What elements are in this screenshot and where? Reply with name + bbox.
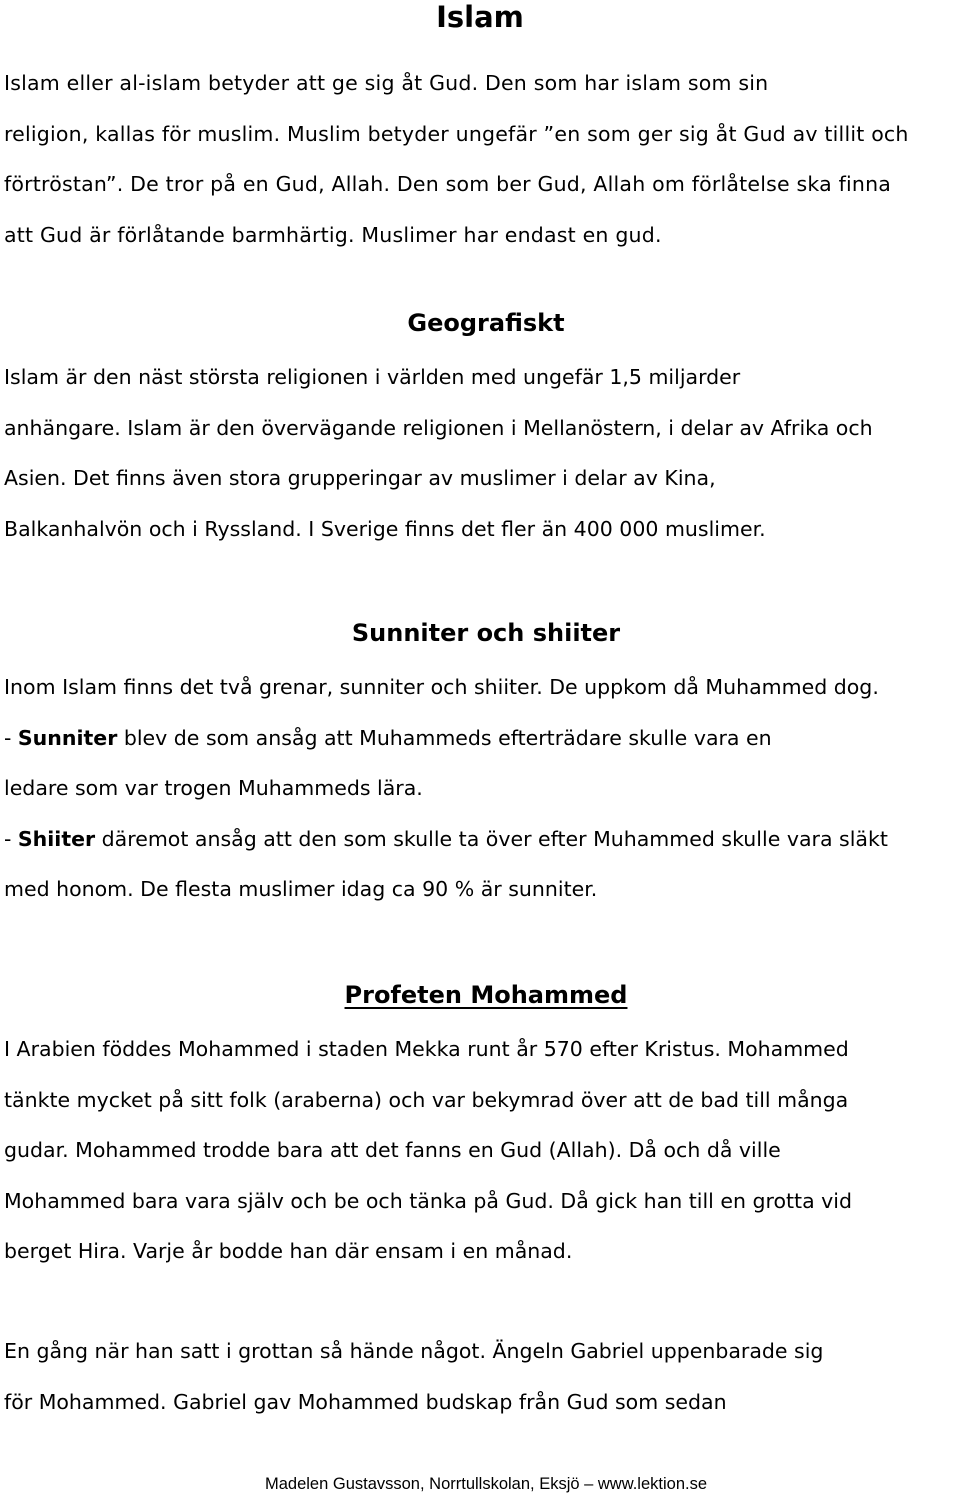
page-footer: Madelen Gustavsson, Norrtullskolan, Eksjö – www.lektion.se bbox=[264, 1475, 708, 1493]
intro-line: religion, kallas för muslim. Muslim betyder ungefär ”en som ger sig åt Gud av tillit och bbox=[4, 121, 909, 146]
geografiskt-line: anhängare. Islam är den övervägande religionen i Mellanöstern, i delar av Afrika och bbox=[4, 415, 873, 440]
sunniter-paragraph bbox=[4, 662, 956, 915]
page-title: Islam bbox=[436, 0, 524, 34]
shiiter-term: Shiiter bbox=[17, 826, 96, 851]
geografiskt-line: Islam är den näst största religionen i världen med ungefär 1,5 miljarder bbox=[4, 365, 741, 389]
sunniter-term: Sunniter bbox=[17, 725, 118, 750]
heading-profeten-mohammed: Profeten Mohammed bbox=[344, 981, 628, 1009]
heading-geografiskt: Geografiskt bbox=[407, 309, 565, 337]
en-gang-paragraph bbox=[4, 1326, 956, 1427]
profeten-paragraph bbox=[4, 1024, 956, 1277]
en-gang-line: för Mohammed. Gabriel gav Mohammed budskap från Gud som sedan bbox=[4, 1389, 727, 1414]
sunniter-intro-line: Inom Islam finns det två grenar, sunniter och shiiter. De uppkom då Muhammed dog. bbox=[4, 675, 879, 699]
shiiter-definition-line bbox=[4, 814, 956, 865]
sunniter-definition-line-2: ledare som var trogen Muhammeds lära. bbox=[4, 776, 423, 801]
profeten-line: gudar. Mohammed trodde bara att det fanns en Gud (Allah). Då och då ville bbox=[4, 1138, 781, 1163]
sunniter-definition-line bbox=[4, 713, 956, 764]
dash-prefix: - bbox=[4, 725, 18, 750]
geografiskt-line: Asien. Det finns även stora grupperingar av muslimer i delar av Kina, bbox=[4, 466, 716, 491]
profeten-line: tänkte mycket på sitt folk (araberna) och var bekymrad över att de bad till många bbox=[4, 1087, 849, 1112]
intro-line: Islam eller al-islam betyder att ge sig åt Gud. Den som har islam som sin bbox=[4, 71, 769, 95]
shiiter-definition-line-2: med honom. De flesta muslimer idag ca 90 % är sunniter. bbox=[4, 877, 598, 902]
profeten-line: berget Hira. Varje år bodde han där ensam i en månad. bbox=[4, 1239, 573, 1264]
geografiskt-line: Balkanhalvön och i Ryssland. I Sverige finns det fler än 400 000 muslimer. bbox=[4, 516, 766, 541]
profeten-line: Mohammed bara vara själv och be och tänka på Gud. Då gick han till en grotta vid bbox=[4, 1188, 852, 1213]
en-gang-line: En gång när han satt i grottan så hände något. Ängeln Gabriel uppenbarade sig bbox=[4, 1339, 824, 1363]
intro-line: att Gud är förlåtande barmhärtig. Muslimer har endast en gud. bbox=[4, 222, 662, 247]
sunniter-definition-text: blev de som ansåg att Muhammeds efterträdare skulle vara en bbox=[117, 725, 772, 750]
shiiter-definition-text: däremot ansåg att den som skulle ta över efter Muhammed skulle vara släkt bbox=[95, 826, 888, 851]
profeten-line: I Arabien föddes Mohammed i staden Mekka runt år 570 efter Kristus. Mohammed bbox=[4, 1037, 849, 1061]
intro-line: förtröstan”. De tror på en Gud, Allah. Den som ber Gud, Allah om förlåtelse ska finna bbox=[4, 172, 892, 197]
heading-sunniter-och-shiiter: Sunniter och shiiter bbox=[351, 619, 621, 647]
geografiskt-paragraph bbox=[4, 352, 956, 554]
dash-prefix: - bbox=[4, 826, 18, 851]
intro-paragraph bbox=[4, 58, 956, 260]
